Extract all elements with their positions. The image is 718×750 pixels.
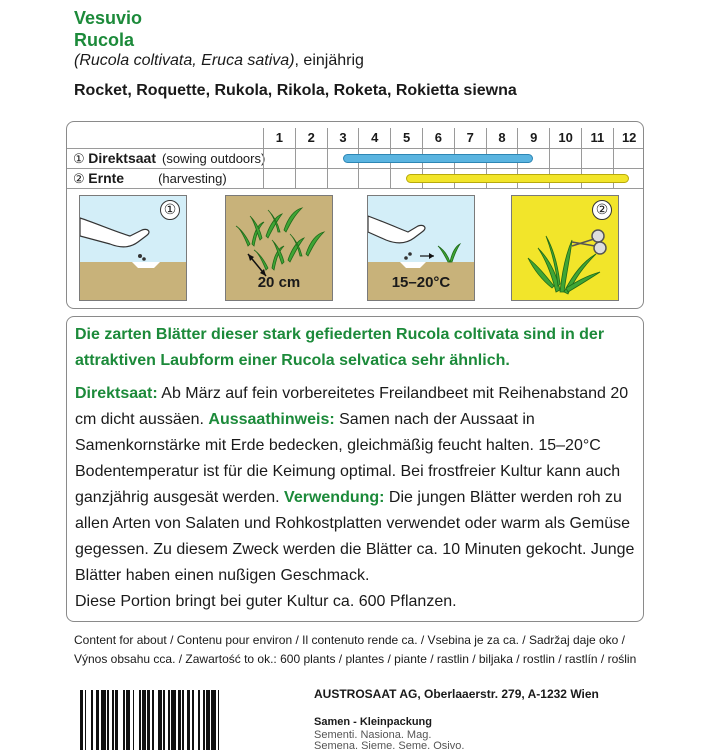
barcode-bar bbox=[85, 690, 87, 750]
verwendung-text: Die jungen Blätter werden roh zu allen Arten von Salaten und Rohkostplatten verwendet oder warm als Gemüse gegessen. Zu diesem Zweck werden die Blätter ca. 10 Minuten gekocht. Junge Blätter haben einen nußigen Geschmack. bbox=[75, 489, 635, 584]
spacing-illustration bbox=[225, 195, 333, 301]
barcode-bar bbox=[107, 690, 109, 750]
direktsaat-heading: Direktsaat: bbox=[75, 385, 158, 402]
month-cell bbox=[327, 168, 359, 188]
barcode-bar bbox=[91, 690, 93, 750]
barcode-bar bbox=[123, 690, 125, 750]
barcode-bar bbox=[80, 690, 83, 750]
package-type: Samen - Kleinpackung bbox=[314, 716, 432, 728]
month-header-5: 5 bbox=[390, 128, 422, 148]
harvest-marker: ② bbox=[73, 171, 85, 186]
month-cell bbox=[581, 148, 613, 168]
barcode-bar bbox=[112, 690, 114, 750]
barcode-bar bbox=[152, 690, 154, 750]
barcode-bar bbox=[211, 690, 216, 750]
aussaat-heading: Aussaathinweis: bbox=[208, 411, 335, 428]
month-header-9: 9 bbox=[517, 128, 549, 148]
month-header-12: 12 bbox=[613, 128, 644, 148]
harvest-period-bar bbox=[406, 174, 629, 183]
barcode-bar bbox=[142, 690, 145, 750]
harvest-title: Ernte bbox=[88, 170, 125, 186]
company-address: AUSTROSAAT AG, Oberlaaerstr. 279, A-1232 Wien bbox=[314, 687, 599, 701]
barcode-bar bbox=[203, 690, 205, 750]
month-header-1: 1 bbox=[263, 128, 295, 148]
sowing-note: (sowing outdoors) bbox=[161, 151, 266, 166]
description-box bbox=[66, 316, 644, 622]
barcode-bar bbox=[218, 690, 220, 750]
sowing-marker: ① bbox=[73, 151, 85, 166]
harvest-label bbox=[73, 170, 227, 187]
portion-text: Diese Portion bringt bei guter Kultur ca. 600 Pflanzen. bbox=[75, 593, 457, 610]
latin-name bbox=[74, 52, 364, 70]
sowing-calendar bbox=[66, 121, 644, 309]
barcode-bar bbox=[139, 690, 141, 750]
sowing-title: Direktsaat bbox=[88, 150, 156, 166]
barcode-bar bbox=[178, 690, 181, 750]
verwendung-heading: Verwendung: bbox=[284, 489, 385, 506]
barcode-bar bbox=[101, 690, 106, 750]
content-line-1: Content for about / Contenu pour environ / Il contenuto rende ca. / Vsebina je za ca. / Sadržaj daje oko / bbox=[74, 633, 626, 647]
barcode-bar bbox=[187, 690, 190, 750]
common-names: Rocket, Roquette, Rukola, Rikola, Roketa, Rokietta siewna bbox=[74, 82, 517, 99]
month-header-8: 8 bbox=[486, 128, 518, 148]
product-name: Rucola bbox=[74, 30, 135, 50]
month-cell bbox=[263, 168, 295, 188]
month-header-11: 11 bbox=[581, 128, 613, 148]
step-badge-2: ② bbox=[592, 200, 612, 220]
barcode-bar bbox=[206, 690, 209, 750]
harvest-illustration bbox=[511, 195, 619, 301]
row-spacing-caption: 20 cm bbox=[257, 274, 301, 291]
month-cell bbox=[549, 148, 581, 168]
calendar-row-harvest bbox=[67, 168, 644, 188]
barcode-bar bbox=[158, 690, 161, 750]
barcode-bar bbox=[171, 690, 176, 750]
intro-text: Die zarten Blätter dieser stark gefiederten Rucola coltivata sind in der attraktiven Laubform einer Rucola selvatica sehr ähnlich. bbox=[75, 326, 605, 369]
barcode-bar bbox=[163, 690, 165, 750]
calendar-header-row bbox=[67, 128, 644, 148]
harvest-note: (harvesting) bbox=[158, 171, 227, 186]
month-cell bbox=[295, 148, 327, 168]
annual-label: , einjährig bbox=[294, 52, 364, 69]
barcode-bar bbox=[198, 690, 200, 750]
barcode-bar bbox=[147, 690, 150, 750]
package-subtitle-1: Sementi. Nasiona. Mag. bbox=[314, 729, 432, 741]
direktsaat-text: Ab März auf fein vorbereitetes Freilandbeet mit Reihenabstand 20 cm dicht aussäen. bbox=[75, 385, 629, 428]
barcode bbox=[80, 690, 285, 750]
latin-species: (Rucola coltivata, Eruca sativa) bbox=[74, 52, 295, 69]
month-header-2: 2 bbox=[295, 128, 327, 148]
month-header-4: 4 bbox=[358, 128, 390, 148]
temperature-caption: 15–20°C bbox=[391, 274, 451, 291]
month-cell bbox=[358, 168, 390, 188]
aussaat-text: Samen nach der Aussaat in Samenkornstärke mit Erde bedecken, gleichmäßig feucht halten. 15–20°C Bodentemperatur ist für die Keimung optimal. Bei frostfreier Kultur kann auch ganzjährig ausgesät werden. bbox=[75, 411, 621, 506]
barcode-bar bbox=[182, 690, 184, 750]
month-header-6: 6 bbox=[422, 128, 454, 148]
instructions-text bbox=[75, 381, 640, 615]
month-cell bbox=[613, 148, 644, 168]
month-header-10: 10 bbox=[549, 128, 581, 148]
variety-name: Vesuvio bbox=[74, 8, 143, 28]
month-cell bbox=[263, 148, 295, 168]
barcode-bar bbox=[96, 690, 99, 750]
month-cell bbox=[295, 168, 327, 188]
month-header-3: 3 bbox=[327, 128, 359, 148]
germination-illustration bbox=[367, 195, 475, 301]
sowing-label bbox=[73, 150, 265, 167]
sowing-illustration bbox=[79, 195, 187, 301]
package-subtitle-2: Semena. Sieme. Seme. Osivo. bbox=[314, 740, 465, 750]
sowing-period-bar bbox=[343, 154, 534, 163]
barcode-bar bbox=[126, 690, 129, 750]
barcode-bar bbox=[133, 690, 135, 750]
content-line-2: Výnos obsahu cca. / Zawartość to ok.: 600 plants / plantes / piante / rastlin / biljaka / rostlin / rastlín / roślin bbox=[74, 652, 637, 666]
barcode-bar bbox=[168, 690, 170, 750]
step-badge-1: ① bbox=[160, 200, 180, 220]
barcode-bar bbox=[115, 690, 118, 750]
month-header-7: 7 bbox=[454, 128, 486, 148]
barcode-bar bbox=[192, 690, 194, 750]
calendar-row-sowing bbox=[67, 148, 644, 168]
calendar-grid bbox=[67, 128, 644, 188]
